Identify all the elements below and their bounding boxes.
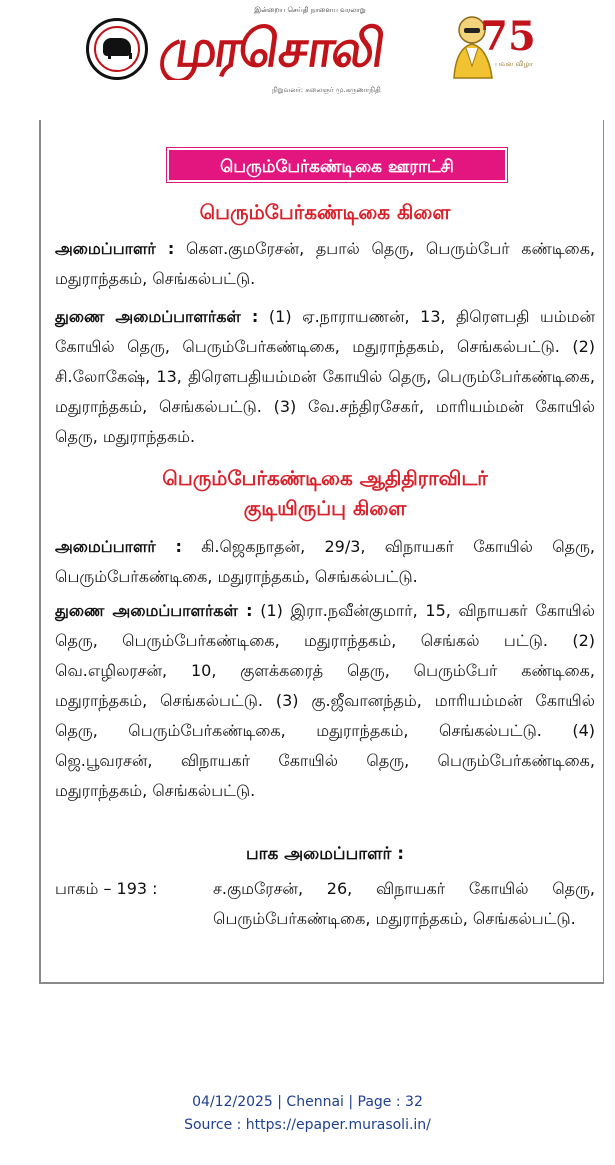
anniversary-emblem-icon (442, 8, 537, 86)
ward-organizer-text: ச.குமரேசன், 26, விநாயகர் கோயில் தெரு, பெரும்பேர்கண்டிகை, மதுராந்தகம், செங்கல்பட்டு. (213, 879, 595, 928)
section2-organizer-label: அமைப்பாளர் : (55, 537, 182, 556)
masthead-title: முரசொலி (155, 19, 387, 79)
section2-deputy-label: துணை அமைப்பாளர்கள் : (55, 601, 253, 620)
anniversary-label: பவள விழா (495, 60, 533, 68)
section2-heading-line2: குடியிருப்பு கிளை (243, 496, 407, 520)
section2-heading-line1: பெரும்பேர்கண்டிகை ஆதிதிராவிடர் (162, 466, 488, 490)
section2-deputy-text: (1) இரா.நவீன்குமார், 15, விநாயகர் கோயில் தெரு, பெரும்பேர்கண்டிகை, மதுராந்தகம், செங்கல் பட்டு. (2) வெ.எழிலரசன், 10, குளக்கரைத் தெரு, பெரும்பேர் கண்டிகை, மதுராந்தகம், செங்கல்பட்டு. (3) கு.ஜீவானந்தம், மாரியம்மன் கோயில் தெரு, பெரும்பேர்கண்டிகை, மதுராந்தகம், செங்கல்பட்டு. (4) ஜெ.பூவரசன், விநாயகர் கோயில் தெரு, பெரும்பேர்கண்டிகை, மதுராந்தகம், செங்கல்பட்டு. (55, 601, 595, 800)
section1-heading: பெரும்பேர்கண்டிகை கிளை (199, 200, 451, 224)
footer-date-city-page: 04/12/2025 | Chennai | Page : 32 (192, 1094, 423, 1110)
section1-organizer-label: அமைப்பாளர் : (55, 239, 175, 258)
section1-organizer-text: கௌ.குமரேசன், தபால் தெரு, பெரும்பேர் கண்டிகை, மதுராந்தகம், செங்கல்பட்டு. (55, 239, 596, 288)
section1-organizer (55, 234, 595, 294)
section2-deputies (55, 596, 595, 806)
masthead-tagline: இன்றைய செய்தி நாளைய வரலாறு (254, 6, 366, 14)
ward-heading: பாக அமைப்பாளர் : (245, 844, 405, 864)
footer-source (0, 1114, 615, 1137)
anniversary-number: 75 (480, 13, 536, 60)
news-article (39, 120, 604, 984)
party-seal-icon (86, 18, 148, 80)
page-footer (0, 1091, 615, 1137)
section1-deputy-label: துணை அமைப்பாளர்கள் : (55, 307, 259, 326)
masthead (0, 0, 615, 118)
section1-deputy-text: (1) ஏ.நாராயணன், 13, திரௌபதி யம்மன் கோயில் தெரு, பெரும்பேர்கண்டிகை, மதுராந்தகம், செங்கல்பட்டு. (2) சி.லோகேஷ், 13, திரௌபதியம்மன் கோயில் தெரு, பெரும்பேர்கண்டிகை, மதுராந்தகம், செங்கல்பட்டு. (3) வே.சந்திரசேகர், மாரியம்மன் கோயில் தெரு, மதுராந்தகம். (55, 307, 595, 446)
footer-source-link[interactable]: https://epaper.murasoli.in/ (245, 1117, 431, 1133)
seal-bull-icon (103, 38, 131, 56)
section1-deputies (55, 302, 595, 452)
footer-source-label: Source : (184, 1117, 246, 1133)
masthead-subtitle: நிறுவனர்: கலைஞர் மு.கருணாநிதி (272, 86, 381, 94)
section2-organizer (55, 532, 595, 592)
ward-number-label: பாகம் – 193 : (55, 879, 158, 898)
panchayat-banner: பெரும்பேர்கண்டிகை ஊராட்சி (167, 148, 507, 182)
section2-organizer-text: கி.ஜெகநாதன், 29/3, விநாயகர் கோயில் தெரு, பெரும்பேர்கண்டிகை, மதுராந்தகம், செங்கல்பட்டு. (55, 537, 595, 586)
